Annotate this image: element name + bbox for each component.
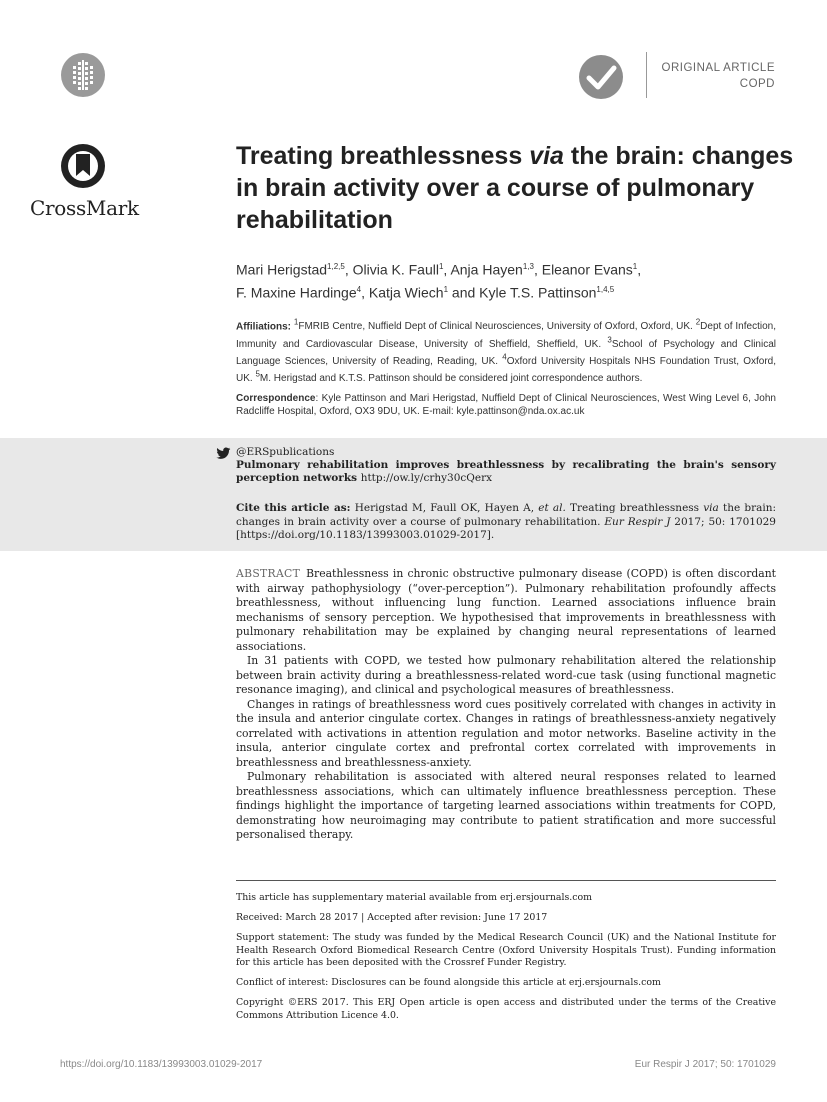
- twitter-bird-icon: [216, 447, 231, 460]
- journal-reference: Eur Respir J 2017; 50: 1701029: [634, 1059, 776, 1070]
- author-name: F. Maxine Hardinge: [236, 284, 357, 301]
- affiliation-text: School of Psychology and Clinical Language Sciences, University of Reading, Reading, UK.: [236, 338, 776, 367]
- header-divider: [646, 52, 647, 98]
- abstract-paragraph: Pulmonary rehabilitation is associated with altered neural responses related to learned breathlessness associations, which can ultimately influence breathlessness perception. These findings highlight the importance of targeting learned associations within treatments for COPD, demonstrating how neuroimaging may contribute to patient stratification and more successful personalised therapy.: [236, 770, 776, 841]
- correspondence-text: : Kyle Pattinson and Mari Herigstad, Nuffield Dept of Clinical Neurosciences, West Wing Level 6, John Radcliffe Hospital, Oxford, OX3 9DU, UK. E-mail: kyle.pattinson@nda.ox.ac.uk: [236, 393, 776, 417]
- open-access-check-logo: [578, 54, 624, 100]
- affiliation-marker: 4: [502, 352, 507, 362]
- citation-doi[interactable]: 2017; 50: 1701029 [https://doi.org/10.1183/13993003.01029-2017].: [236, 515, 776, 541]
- affiliation-marker: 1: [293, 318, 299, 327]
- title-part: Treating breathlessness: [236, 142, 530, 170]
- affiliation-marker: 2: [695, 318, 701, 327]
- affiliation-text: Dept of Infection, Immunity and Cardiovascular Disease, University of Sheffield, Sheffield, UK.: [236, 321, 776, 350]
- footnote-divider: [236, 880, 776, 881]
- correspondence: [236, 392, 776, 418]
- doi-link[interactable]: https://doi.org/10.1183/13993003.01029-2017: [60, 1059, 263, 1070]
- citation-italic: via: [703, 502, 719, 514]
- tweet-block: [236, 446, 776, 485]
- abstract: [236, 567, 776, 843]
- author-separator: ,: [361, 284, 369, 301]
- author-separator: ,: [637, 261, 642, 278]
- crossmark-icon: [30, 142, 136, 190]
- author-affiliation-marker: 1: [443, 284, 449, 294]
- citation-label: Cite this article as:: [236, 502, 351, 514]
- tweet-handle[interactable]: @ERSpublications: [236, 446, 335, 458]
- title-italic: via: [529, 142, 564, 170]
- citation-text: the brain: changes in brain activity over a course of pulmonary rehabilitation.: [236, 502, 777, 528]
- author-name: Anja Hayen: [450, 261, 523, 278]
- ers-logo: [60, 52, 106, 98]
- support-statement: Support statement: The study was funded by the Medical Research Council (UK) and the National Institute for Health Research Oxford Biomedical Research Centre (Oxford University Hospitals Trust). Funding information for this article has been deposited with the Crossref Funder Registry.: [236, 932, 776, 968]
- author-name: Kyle T.S. Pattinson: [479, 284, 597, 301]
- author-separator: and: [448, 284, 480, 301]
- copyright-note: Copyright ©ERS 2017. This ERJ Open article is open access and distributed under the terms of the Creative Commons Attribution Licence 4.0.: [236, 997, 776, 1021]
- affiliation-text: Oxford University Hospitals NHS Foundation Trust, Oxford, UK.: [236, 355, 776, 385]
- article-title: [236, 140, 796, 236]
- author-affiliation-marker: 1,2,5: [327, 262, 345, 271]
- abstract-label: ABSTRACT: [236, 567, 301, 580]
- affiliation-text: FMRIB Centre, Nuffield Dept of Clinical Neurosciences, University of Oxford, Oxford, UK.: [298, 321, 696, 333]
- author-separator: ,: [344, 261, 353, 278]
- citation-authors: Herigstad M, Faull OK, Hayen A,: [350, 502, 539, 514]
- article-type: [655, 60, 775, 92]
- author-affiliation-marker: 1: [438, 262, 444, 271]
- received-dates: Received: March 28 2017 | Accepted after revision: June 17 2017: [236, 912, 548, 923]
- tweet-headline: [236, 459, 776, 485]
- author-name: Olivia K. Faull: [352, 261, 439, 278]
- author-affiliation-marker: 1,4,5: [596, 284, 615, 294]
- author-affiliation-marker: 1,3: [522, 262, 534, 271]
- crossmark-label: CrossMark: [30, 196, 139, 220]
- author-affiliation-marker: 1: [632, 262, 638, 271]
- affiliation-marker: 5: [255, 369, 260, 379]
- supplementary-note: This article has supplementary material available from erj.ersjournals.com: [236, 892, 593, 903]
- author-name: Mari Herigstad: [236, 261, 328, 278]
- affiliation-text: M. Herigstad and K.T.S. Pattinson should be considered joint correspondence authors.: [259, 373, 643, 385]
- abstract-paragraph: In 31 patients with COPD, we tested how pulmonary rehabilitation altered the relationship between brain activity during a breathlessness-related word-cue task (using functional magnetic resonance imaging), and clinical and psychological measures of breathlessness.: [236, 654, 776, 696]
- author-name: Katja Wiech: [368, 284, 444, 301]
- author-affiliation-marker: 4: [356, 284, 362, 294]
- author-list: [236, 257, 776, 302]
- abstract-paragraph: Changes in ratings of breathlessness word cues positively correlated with changes in activity in the insula and anterior cingulate cortex. Changes in ratings of breathlessness-anxiety negatively correlated with activations in attention regulation and motor networks. Baseline activity in the insula, anterior cingulate cortex and prefrontal cortex correlated with improvements in breathlessness and breathlessness-anxiety.: [236, 697, 776, 769]
- conflict-of-interest: Conflict of interest: Disclosures can be found alongside this article at erj.ersjournals.com: [236, 977, 661, 988]
- crossmark-badge[interactable]: [30, 142, 139, 220]
- abstract-text: Breathlessness in chronic obstructive pulmonary disease (COPD) is often discordant with airway pathophysiology (“over-perception”). Pulmonary rehabilitation profoundly affects breathlessness, without influencing lung function. Learned associations influence brain mechanisms of sensory perception. We hypothesised that improvements in breathlessness with pulmonary rehabilitation may be explained by changing neural representations of learned associations.: [236, 567, 776, 653]
- abstract-paragraph: [236, 567, 776, 654]
- author-name: Eleanor Evans: [541, 261, 633, 278]
- article-type-label: ORIGINAL ARTICLE: [661, 62, 775, 74]
- correspondence-label: Correspondence: [236, 393, 316, 404]
- citation-block: [236, 502, 776, 543]
- author-separator: ,: [443, 261, 451, 278]
- citation-etal: et al.: [538, 502, 566, 514]
- citation-journal: Eur Respir J: [604, 515, 671, 528]
- tweet-text: Pulmonary rehabilitation improves breathlessness by recalibrating the brain's sensory perception networks: [236, 459, 776, 484]
- article-subject: COPD: [739, 78, 775, 90]
- citation-text: Treating breathlessness: [565, 502, 704, 514]
- affiliations-label: Affiliations:: [236, 321, 291, 333]
- affiliations: [236, 316, 776, 385]
- footnotes: [236, 892, 776, 1030]
- affiliation-marker: 3: [607, 335, 612, 345]
- author-separator: ,: [533, 261, 542, 278]
- title-part: the brain: changes in brain activity over a course of pulmonary rehabilitation: [236, 142, 794, 234]
- tweet-link[interactable]: http://ow.ly/crhy30cQerx: [360, 472, 493, 484]
